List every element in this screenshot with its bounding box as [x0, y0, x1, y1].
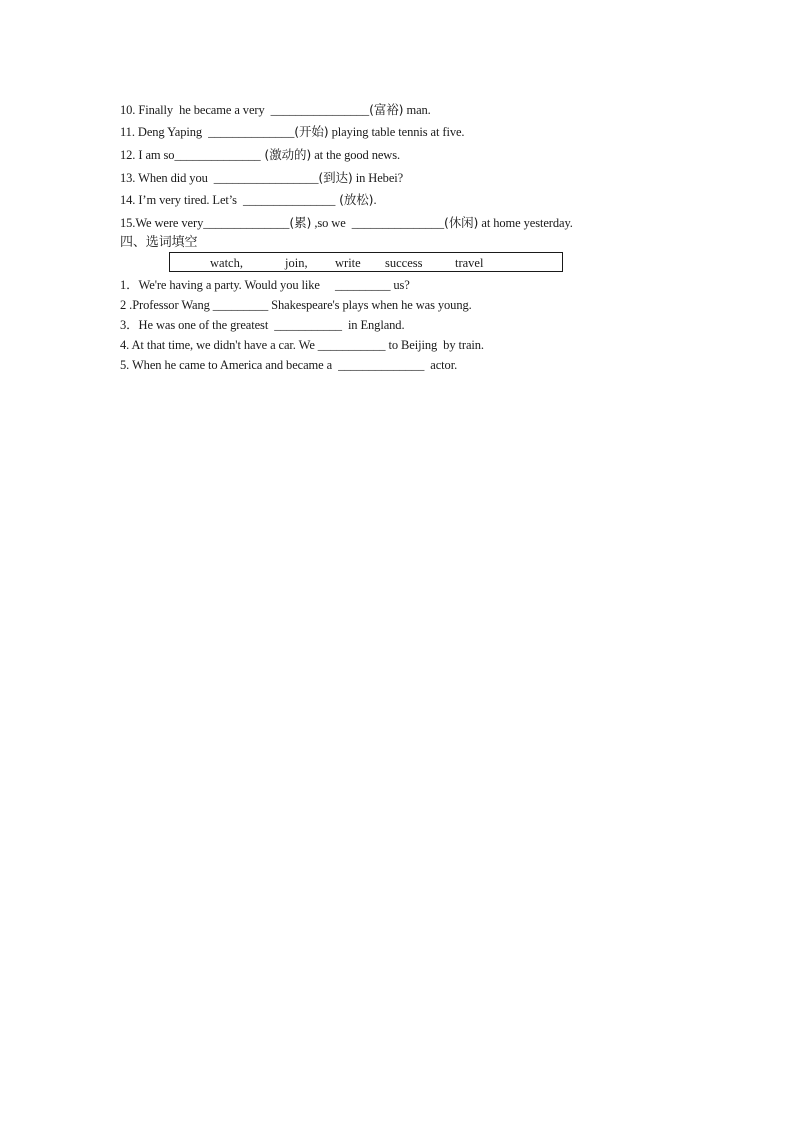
item-text: 15.We were very	[120, 216, 204, 230]
item-text-end: at home yesterday.	[478, 216, 573, 230]
exercise-item-13	[120, 170, 403, 186]
exercise-item-15	[120, 215, 573, 231]
answer-blank[interactable]: ________________	[270, 103, 370, 117]
item-text-end: man.	[403, 103, 431, 117]
fill-in-item-5: 5. When he came to America and became a ______________ actor.	[120, 358, 458, 372]
item-text: 14. I’m very tired. Let’s	[120, 193, 243, 207]
answer-blank[interactable]: _________________	[213, 171, 319, 185]
fill-in-item-3: 3．He was one of the greatest ___________ in England.	[120, 318, 405, 332]
answer-blank[interactable]: ______________	[174, 148, 261, 162]
item-text-end: .	[373, 193, 377, 207]
section-heading: 四、选词填空	[120, 235, 198, 250]
chinese-hint: (到达)	[318, 170, 353, 185]
item-text: 13. When did you	[120, 171, 214, 185]
fill-in-item-4: 4. At that time, we didn't have a car. We ___________ to Beijing by train.	[120, 338, 484, 352]
word-bank-item: travel	[455, 256, 484, 270]
chinese-hint-2: (休闲)	[443, 215, 479, 230]
answer-blank[interactable]: ______________	[203, 216, 290, 230]
word-bank-item: watch,	[210, 256, 243, 270]
item-text-mid: ,so we	[311, 216, 352, 230]
word-bank-item: join,	[285, 256, 308, 270]
chinese-hint: (开始)	[294, 124, 329, 139]
answer-blank[interactable]: ______________	[208, 125, 295, 139]
fill-in-item-2: 2 .Professor Wang _________ Shakespeare's plays when he was young.	[120, 298, 472, 312]
item-text: 10. Finally he became a very	[120, 103, 271, 117]
word-bank-item: write	[335, 256, 361, 270]
chinese-hint: (放松)	[335, 192, 374, 207]
exercise-item-11	[120, 124, 464, 140]
exercise-item-10	[120, 102, 431, 118]
fill-in-item-1: 1．We're having a party. Would you like _________ us?	[120, 278, 410, 292]
answer-blank-2[interactable]: _______________	[351, 216, 444, 230]
item-text-end: playing table tennis at five.	[328, 125, 465, 139]
item-text: 11. Deng Yaping	[120, 125, 209, 139]
word-bank-item: success	[385, 256, 423, 270]
exercise-item-14	[120, 192, 377, 208]
chinese-hint: (激动的)	[260, 147, 312, 162]
exercise-item-12	[120, 147, 400, 163]
word-bank-box	[169, 252, 563, 272]
item-text-end: in Hebei?	[352, 171, 404, 185]
item-text-end: at the good news.	[311, 148, 401, 162]
chinese-hint: (累)	[289, 215, 312, 230]
item-text: 12. I am so	[120, 148, 175, 162]
chinese-hint: (富裕)	[369, 102, 404, 117]
answer-blank[interactable]: _______________	[242, 193, 336, 207]
